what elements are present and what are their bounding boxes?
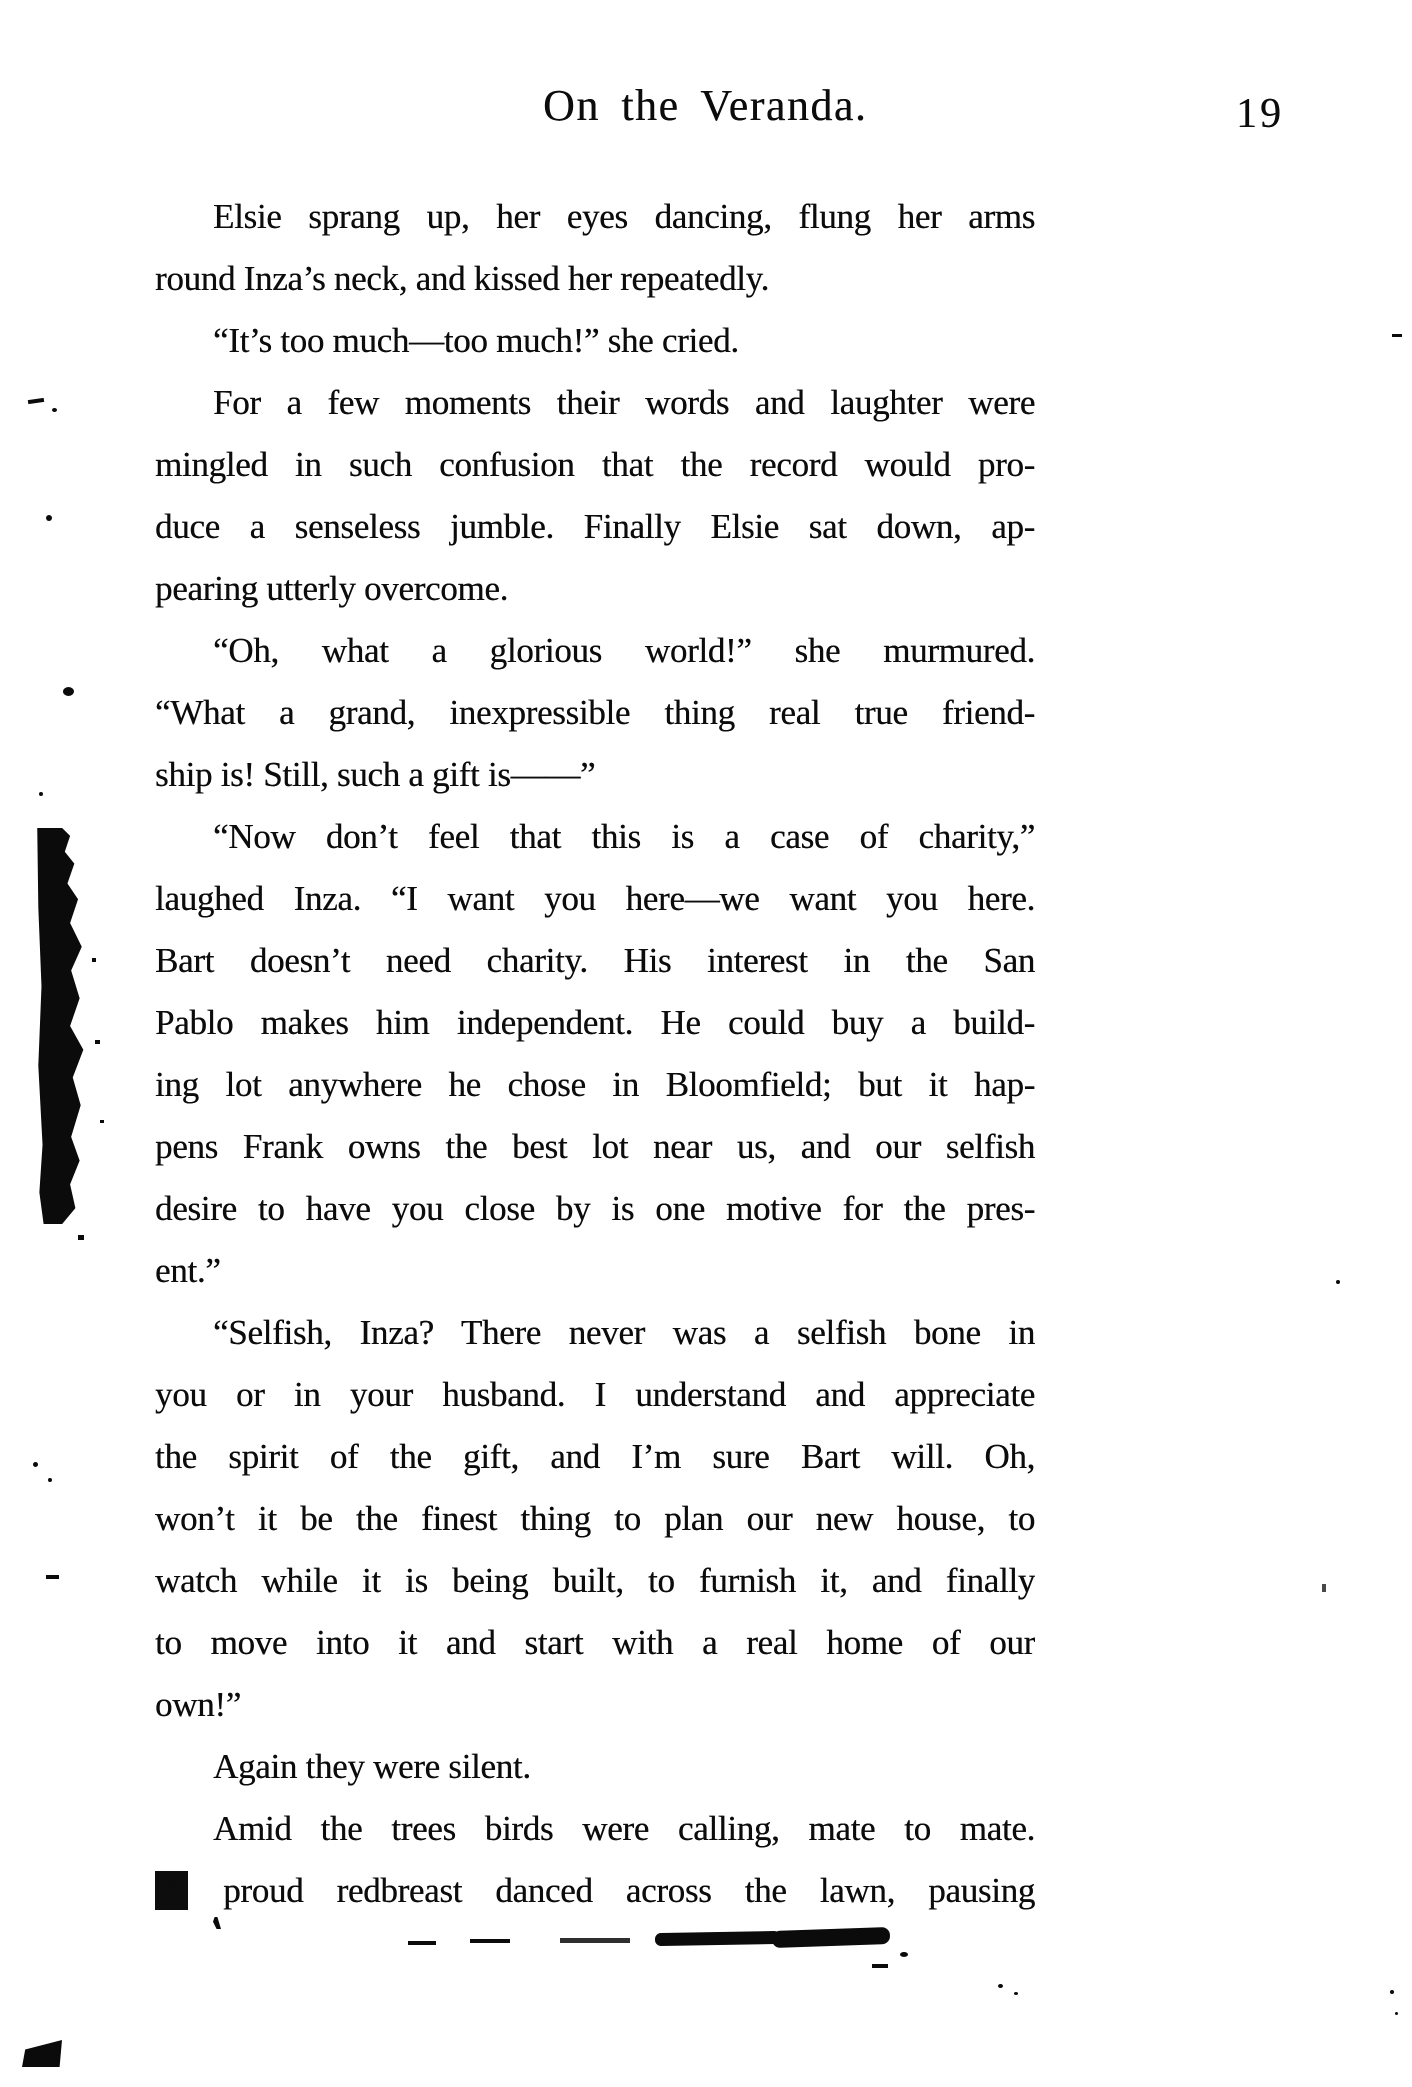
- ink-smear-horizontal: [470, 1939, 510, 1943]
- text-line: A proud redbreast danced across the lawn, pausing: [155, 1860, 1035, 1922]
- margin-mark: [52, 408, 57, 412]
- text-line: “Now don’t feel that this is a case of charity,”: [213, 817, 1035, 856]
- ink-speck: [95, 1040, 100, 1044]
- text-line: Bart doesn’t need charity. His interest in the San: [155, 941, 1035, 980]
- margin-mark: [1390, 1990, 1394, 1994]
- text-line: ing lot anywhere he chose in Bloomfield; but it hap-: [155, 1065, 1035, 1104]
- page-number: 19: [1236, 91, 1284, 137]
- running-head-title: On the Veranda.: [543, 81, 868, 130]
- margin-mark: [46, 515, 52, 521]
- text-line: watch while it is being built, to furnish it, and finally: [155, 1561, 1035, 1600]
- text-line: own!”: [155, 1685, 241, 1724]
- text-line: pearing utterly overcome.: [155, 569, 509, 608]
- text-line: “Oh, what a glorious world!” she murmured.: [213, 631, 1035, 670]
- text-line: laughed Inza. “I want you here—we want you here.: [155, 879, 1035, 918]
- text-line: “Selfish, Inza? There never was a selfish bone in: [213, 1313, 1035, 1352]
- text-line: Pablo makes him independent. He could buy a build-: [155, 1003, 1035, 1042]
- text-line: the spirit of the gift, and I’m sure Bart will. Oh,: [155, 1437, 1035, 1476]
- corner-ink-triangle: [22, 2040, 62, 2067]
- text-line: Again they were silent.: [213, 1747, 531, 1786]
- margin-mark: [1395, 2012, 1398, 2015]
- ink-speck: [872, 1964, 888, 1968]
- text-line: desire to have you close by is one motive for the pres-: [155, 1189, 1035, 1228]
- margin-mark: [1392, 334, 1402, 337]
- text-line: round Inza’s neck, and kissed her repeatedly.: [155, 259, 769, 298]
- text-line: you or in your husband. I understand and appreciate: [155, 1375, 1035, 1414]
- margin-mark: [998, 1984, 1003, 1988]
- text-line: “What a grand, inexpressible thing real true friend-: [155, 693, 1035, 732]
- margin-mark: [1322, 1584, 1326, 1592]
- text-line: Amid the trees birds were calling, mate to mate.: [213, 1809, 1035, 1848]
- ink-smear-horizontal: [408, 1941, 436, 1945]
- ink-smear-horizontal: [655, 1931, 780, 1946]
- ink-smear-horizontal: [560, 1938, 630, 1943]
- margin-mark: [39, 792, 43, 796]
- text-line: to move into it and start with a real home of our: [155, 1623, 1035, 1662]
- text-line: pens Frank owns the best lot near us, and our selfish: [155, 1127, 1035, 1166]
- ink-speck: [100, 1120, 104, 1123]
- body-text: [155, 186, 1035, 1922]
- margin-mark: [1014, 1992, 1018, 1995]
- ink-speck: [78, 1235, 84, 1240]
- text-line: For a few moments their words and laughter were: [213, 383, 1035, 422]
- margin-mark: [48, 1478, 52, 1482]
- text-line: ent.”: [155, 1251, 221, 1290]
- ink-speck: [92, 958, 96, 962]
- margin-mark: [28, 398, 44, 404]
- text-line: “It’s too much—too much!” she cried.: [213, 321, 739, 360]
- text-line: duce a senseless jumble. Finally Elsie sat down, ap-: [155, 507, 1035, 546]
- text-line: mingled in such confusion that the record would pro-: [155, 445, 1035, 484]
- margin-mark: [33, 1462, 38, 1467]
- margin-mark: [1336, 1280, 1340, 1284]
- margin-mark: [63, 687, 74, 696]
- ink-smear-vertical: [33, 828, 86, 1224]
- text-line: Elsie sprang up, her eyes dancing, flung her arms: [213, 197, 1035, 236]
- ink-blotted-letter: A: [155, 1871, 188, 1910]
- ink-speck: [900, 1952, 908, 1957]
- ink-smear-horizontal: [772, 1927, 891, 1948]
- text-line: ship is! Still, such a gift is——”: [155, 755, 596, 794]
- text-line: won’t it be the finest thing to plan our new house, to: [155, 1499, 1035, 1538]
- margin-mark: [46, 1575, 59, 1579]
